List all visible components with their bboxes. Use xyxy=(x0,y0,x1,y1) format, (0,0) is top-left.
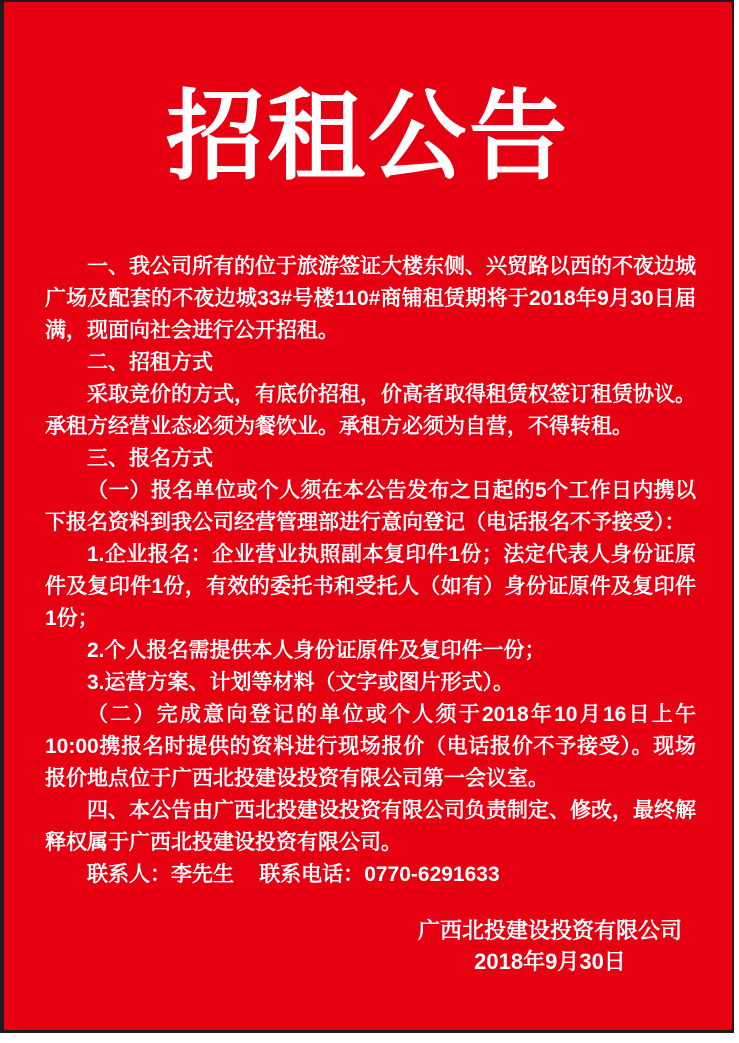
body-paragraph-section1: 一、我公司所有的位于旅游签证大楼东侧、兴贸路以西的不夜边城广场及配套的不夜边城33#号楼110#商铺租赁期将于2018年9月30日届满，现面向社会进行公开招租。 xyxy=(45,254,696,342)
signature-date: 2018年9月30日 xyxy=(474,948,626,974)
contact-line xyxy=(45,859,696,891)
notice-body xyxy=(45,251,696,891)
body-heading-section2: 二、招租方式 xyxy=(87,350,213,374)
body-heading-section3: 三、报名方式 xyxy=(87,446,213,470)
body-paragraph-section2: 采取竞价的方式，有底价招租，价高者取得租赁权签订租赁协议。承租方经营业态必须为餐饮业。承租方必须为自营，不得转租。 xyxy=(45,382,696,438)
body-paragraph-individual-signup: 2.个人报名需提供本人身份证原件及复印件一份； xyxy=(87,638,546,662)
contact-person: 李先生 xyxy=(171,862,234,886)
contact-person-label: 联系人： xyxy=(87,862,171,886)
body-paragraph-section3-item1: （一）报名单位或个人须在本公告发布之日起的5个工作日内携以下报名资料到我公司经营管理部进行意向登记（电话报名不予接受）： xyxy=(45,478,696,534)
contact-phone-label: 联系电话： xyxy=(259,862,365,886)
body-paragraph-operation-plan: 3.运营方案、计划等材料（文字或图片形式）。 xyxy=(87,670,515,694)
signature-company: 广西北投建设投资有限公司 xyxy=(417,917,682,943)
contact-phone: 0770-6291633 xyxy=(364,862,500,886)
poster-title: 招租公告 xyxy=(165,79,570,194)
body-paragraph-section4: 四、本公告由广西北投建设投资有限公司负责制定、修改，最终解释权属于广西北投建设投资有限公司。 xyxy=(45,798,696,854)
body-paragraph-enterprise-signup: 1.企业报名：企业营业执照副本复印件1份；法定代表人身份证原件及复印件1份，有效的委托书和受托人（如有）身份证原件及复印件1份； xyxy=(45,542,696,630)
body-paragraph-section3-item2: （二）完成意向登记的单位或个人须于2018年10月16日上午10:00携报名时提供的资料进行现场报价（电话报价不予接受）。现场报价地点位于广西北投建设投资有限公司第一会议室。 xyxy=(45,702,696,790)
signature-block xyxy=(4,915,682,977)
